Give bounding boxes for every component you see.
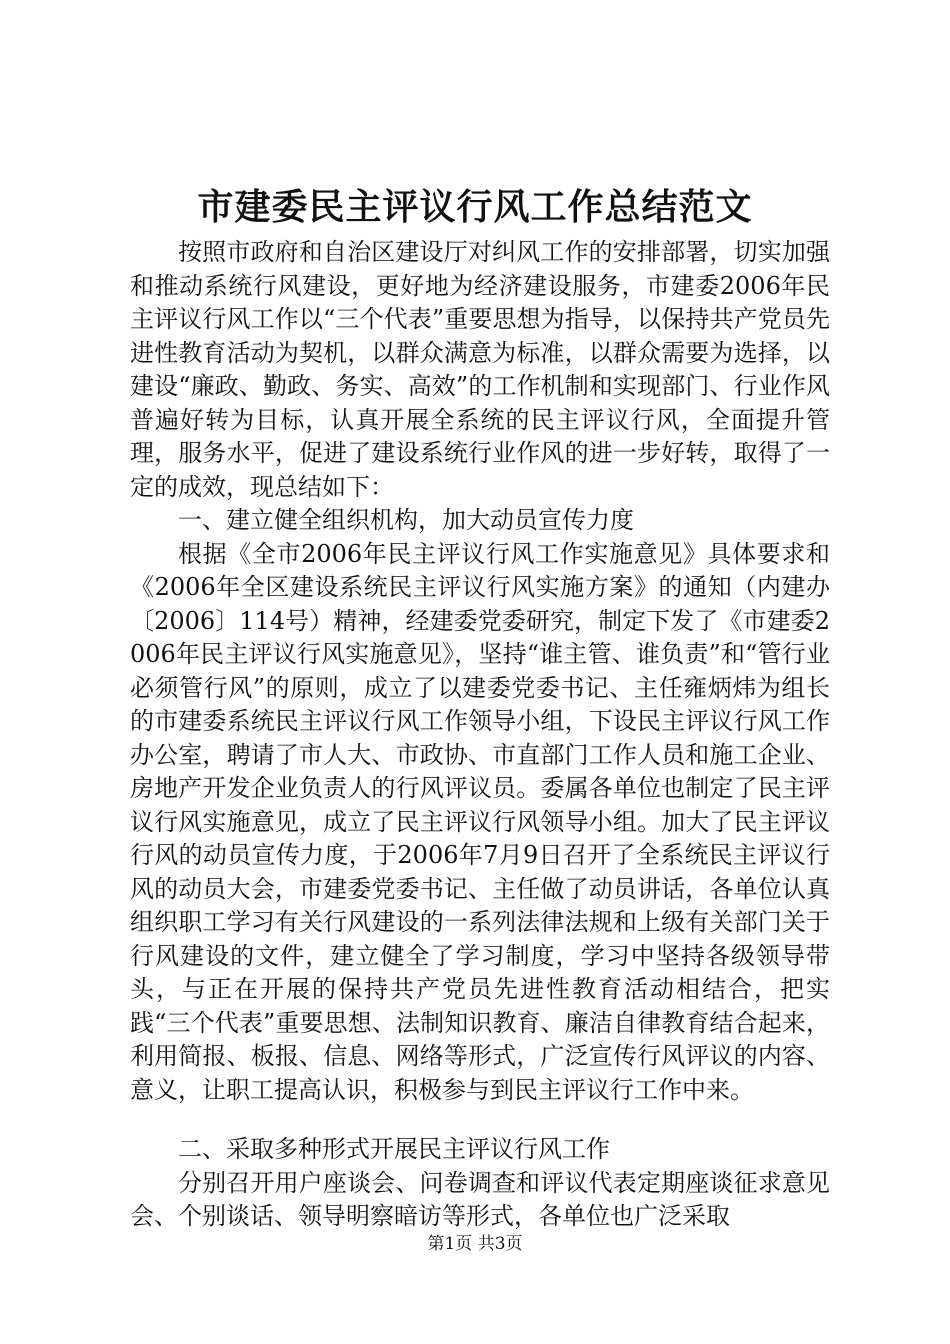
page-number-footer: 第1页 共3页 (427, 1234, 523, 1254)
document-body (130, 236, 830, 1234)
document-title: 市建委民主评议行风工作总结范文 (197, 187, 753, 228)
section-heading-2: 二、采取多种形式开展民主评议行风工作 (178, 1135, 610, 1163)
section-2-paragraph: 分别召开用户座谈会、问卷调查和评议代表定期座谈征求意见会、个别谈话、领导明察暗访等形式，各单位也广泛采取 (130, 1168, 830, 1230)
section-1-paragraph: 根据《全市2006年民主评议行风工作实施意见》具体要求和《2006年全区建设系统民主评议行风实施方案》的通知（内建办〔2006〕114号）精神，经建委党委研究，制定下发了《市建委2006年民主评议行风实施意见》，坚持“谁主管、谁负责”和“管行业必须管行风”的原则，成立了以建委党委书记、主任雍炳炜为组长的市建委系统民主评议行风工作领导小组，下设民主评议行风工作办公室，聘请了市人大、市政协、市直部门工作人员和施工企业、房地产开发企业负责人的行风评议员。委属各单位也制定了民主评议行风实施意见，成立了民主评议行风领导小组。加大了民主评议行风的动员宣传力度，于2006年7月9日召开了全系统民主评议行风的动员大会，市建委党委书记、主任做了动员讲话，各单位认真组织职工学习有关行风建设的一系列法律法规和上级有关部门关于行风建设的文件，建立健全了学习制度，学习中坚持各级领导带头，与正在开展的保持共产党员先进性教育活动相结合，把实践“三个代表”重要思想、法制知识教育、廉洁自律教育结合起来，利用简报、板报、信息、网络等形式，广泛宣传行风评议的内容、意义，让职工提高认识，积极参与到民主评议行工作中来。 (130, 539, 830, 1104)
intro-paragraph: 按照市政府和自治区建设厅对纠风工作的安排部署，切实加强和推动系统行风建设，更好地为经济建设服务，市建委2006年民主评议行风工作以“三个代表”重要思想为指导，以保持共产党员先进性教育活动为契机，以群众满意为标准，以群众需要为选择，以建设“廉政、勤政、务实、高效”的工作机制和实现部门、行业作风普遍好转为目标，认真开展全系统的民主评议行风，全面提升管理，服务水平，促进了建设系统行业作风的进一步好转，取得了一定的成效，现总结如下： (130, 238, 830, 501)
section-heading-1: 一、建立健全组织机构，加大动员宣传力度 (178, 506, 634, 534)
